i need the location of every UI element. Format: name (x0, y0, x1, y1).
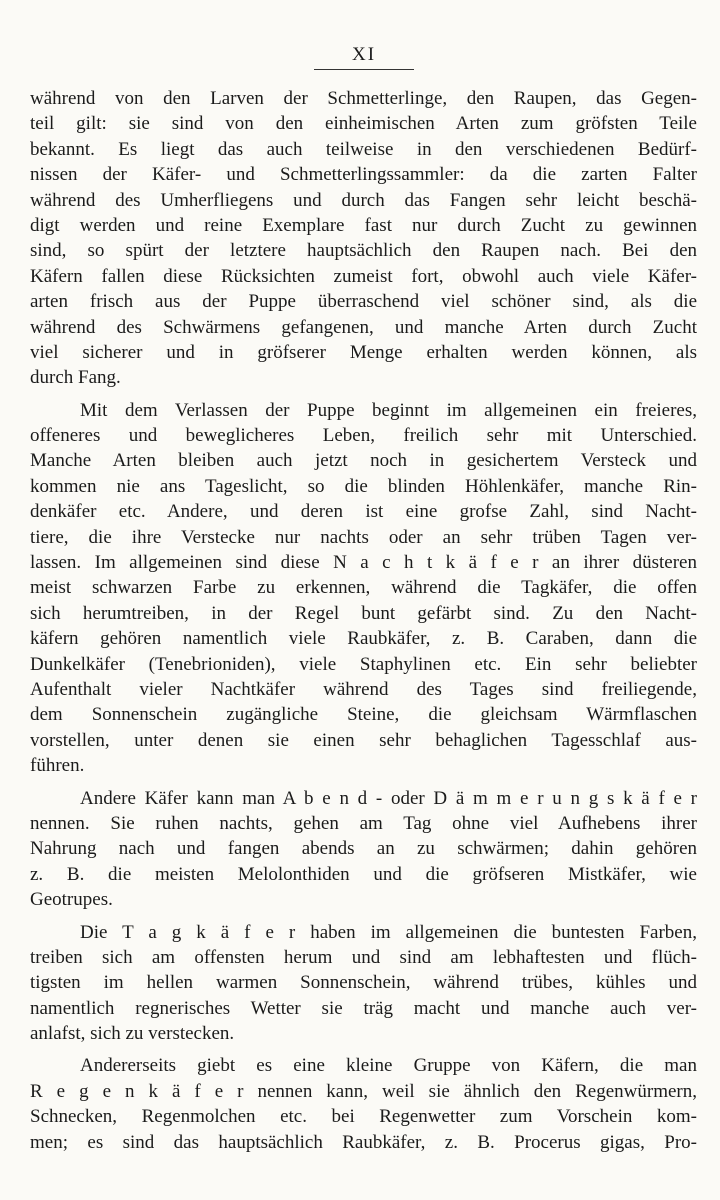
text-line: anlafst, sich zu verstecken. (30, 1023, 235, 1045)
text-line: Andererseits giebt es eine kleine Gruppe von Käfern, die man (80, 1055, 697, 1077)
text-line: tiere, die ihre Verstecke nur nachts oder an sehr trüben Tagen ver- (30, 526, 697, 548)
body-text (30, 86, 697, 1155)
text-line: Geotrupes. (30, 889, 113, 911)
text-line: nissen der Käfer- und Schmetterlingssammler: da die zarten Falter (30, 164, 697, 186)
text-line: namentlich regnerisches Wetter sie träg macht und manche auch ver- (30, 997, 697, 1019)
text-line: dem Sonnenschein zugängliche Steine, die gleichsam Wärmflaschen (30, 704, 697, 726)
paragraph-gap (30, 779, 697, 786)
text-line: führen. (30, 755, 85, 777)
text-line: vorstellen, unter denen sie einen sehr behaglichen Tagesschlaf aus- (30, 729, 697, 751)
text-line: bekannt. Es liegt das auch teilweise in den verschiedenen Bedürf- (30, 138, 697, 160)
text-line: digt werden und reine Exemplare fast nur durch Zucht zu gewinnen (30, 214, 697, 236)
text-line: viel sicherer und in gröfserer Menge erhalten werden können, als (30, 341, 697, 363)
text-line: tigsten im hellen warmen Sonnenschein, während trübes, kühles und (30, 972, 697, 994)
text-line: denkäfer etc. Andere, und deren ist eine grofse Zahl, sind Nacht- (30, 501, 697, 523)
text-line: arten frisch aus der Puppe überraschend viel schöner sind, als die (30, 291, 697, 313)
header-rule (314, 69, 414, 70)
text-line: während des Schwärmens gefangenen, und manche Arten durch Zucht (30, 316, 697, 338)
paragraph (30, 398, 697, 779)
text-line: offeneres und beweglicheres Leben, freilich sehr mit Unterschied. (30, 425, 697, 447)
text-line: während des Umherfliegens und durch das Fangen sehr leicht beschä- (30, 189, 697, 211)
text-line: sich herumtreiben, in der Regel bunt gefärbt sind. Zu den Nacht- (30, 602, 697, 624)
text-line: z. B. die meisten Melolonthiden und die gröfseren Mistkäfer, wie (30, 863, 697, 885)
text-line: Mit dem Verlassen der Puppe beginnt im allgemeinen ein freieres, (80, 399, 697, 421)
text-line: R e g e n k ä f e r nennen kann, weil sie ähnlich den Regenwürmern, (30, 1080, 697, 1102)
paragraph (30, 1053, 697, 1155)
text-line: lassen. Im allgemeinen sind diese N a c h t k ä f e r an ihrer düsteren (30, 552, 697, 574)
text-line: teil gilt: sie sind von den einheimischen Arten zum gröfsten Teile (30, 113, 697, 135)
text-line: Aufenthalt vieler Nachtkäfer während des Tages sind freiliegende, (30, 678, 697, 700)
text-line: sind, so spürt der letztere hauptsächlich den Raupen nach. Bei den (30, 240, 697, 262)
text-line: käfern gehören namentlich viele Raubkäfer, z. B. Caraben, dann die (30, 628, 697, 650)
paragraph (30, 920, 697, 1047)
text-line: Nahrung nach und fangen abends an zu schwärmen; dahin gehören (30, 838, 697, 860)
text-line: Die T a g k ä f e r haben im allgemeinen die buntesten Farben, (80, 921, 697, 943)
text-line: treiben sich am offensten herum und sind am lebhaftesten und flüch- (30, 946, 697, 968)
text-line: men; es sind das hauptsächlich Raubkäfer, z. B. Procerus gigas, Pro- (30, 1131, 697, 1153)
paragraph-gap (30, 913, 697, 920)
text-line: meist schwarzen Farbe zu erkennen, während die Tagkäfer, die offen (30, 577, 697, 599)
paragraph-gap (30, 391, 697, 398)
text-line: nennen. Sie ruhen nachts, gehen am Tag ohne viel Aufhebens ihrer (30, 812, 697, 834)
paragraph (30, 786, 697, 913)
page-number: XI (351, 44, 377, 65)
text-line: Manche Arten bleiben auch jetzt noch in gesichertem Versteck und (30, 450, 697, 472)
text-line: Andere Käfer kann man A b e n d - oder D ä m m e r u n g s k ä f e r (80, 787, 697, 809)
paragraph (30, 86, 697, 391)
text-line: durch Fang. (30, 367, 121, 389)
text-line: Schnecken, Regenmolchen etc. bei Regenwetter zum Vorschein kom- (30, 1106, 697, 1128)
text-line: Käfern fallen diese Rücksichten zumeist fort, obwohl auch viele Käfer- (30, 265, 697, 287)
text-line: kommen nie ans Tageslicht, so die blinden Höhlenkäfer, manche Rin- (30, 475, 697, 497)
paragraph-gap (30, 1046, 697, 1053)
text-line: während von den Larven der Schmetterlinge, den Raupen, das Gegen- (30, 88, 697, 109)
text-line: Dunkelkäfer (Tenebrioniden), viele Staphylinen etc. Ein sehr beliebter (30, 653, 697, 675)
